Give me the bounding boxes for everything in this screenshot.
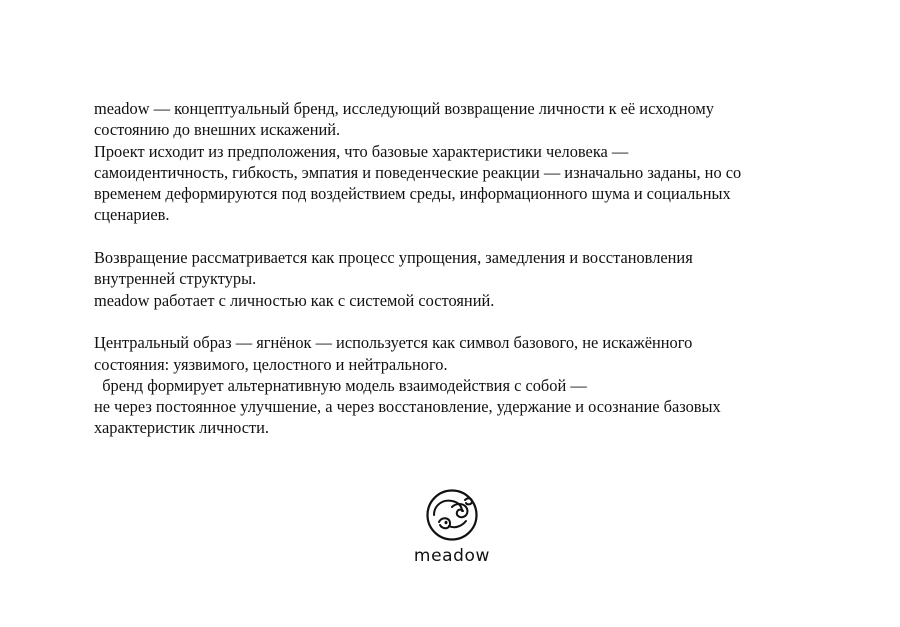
paragraph-intro [94, 98, 814, 226]
text-line: Центральный образ — ягнёнок — используется как символ базового, не искажённого [94, 333, 693, 353]
text-line: временем деформируются под воздействием среды, информационного шума и социальных [94, 184, 731, 204]
text-line: характеристик личности. [94, 418, 270, 438]
text-line: состоянию до внешних искажений. [94, 120, 341, 140]
text-line: сценариев. [94, 205, 170, 225]
text-line: не через постоянное улучшение, а через восстановление, удержание и осознание базовых [94, 397, 721, 417]
text-line: meadow — концептуальный бренд, исследующий возвращение личности к её исходному [94, 99, 714, 118]
text-line: бренд формирует альтернативную модель взаимодействия с собой — [94, 375, 587, 395]
text-line: Возвращение рассматривается как процесс упрощения, замедления и восстановления [94, 248, 693, 268]
lamb-circle-icon [425, 488, 479, 542]
text-line: самоидентичность, гибкость, эмпатия и поведенческие реакции — изначально заданы, но со [94, 162, 742, 182]
text-line: meadow работает с личностью как с системой состояний. [94, 290, 495, 310]
paragraph-return [94, 247, 814, 311]
logo-wordmark: meadow [413, 546, 491, 566]
brand-description [94, 98, 814, 439]
text-line: Проект исходит из предположения, что базовые характеристики человека — [94, 141, 629, 161]
text-line: состояния: уязвимого, целостного и нейтрального. [94, 354, 448, 374]
paragraph-central-image [94, 332, 814, 438]
text-line: внутренней структуры. [94, 269, 257, 289]
brand-logo [409, 488, 495, 572]
